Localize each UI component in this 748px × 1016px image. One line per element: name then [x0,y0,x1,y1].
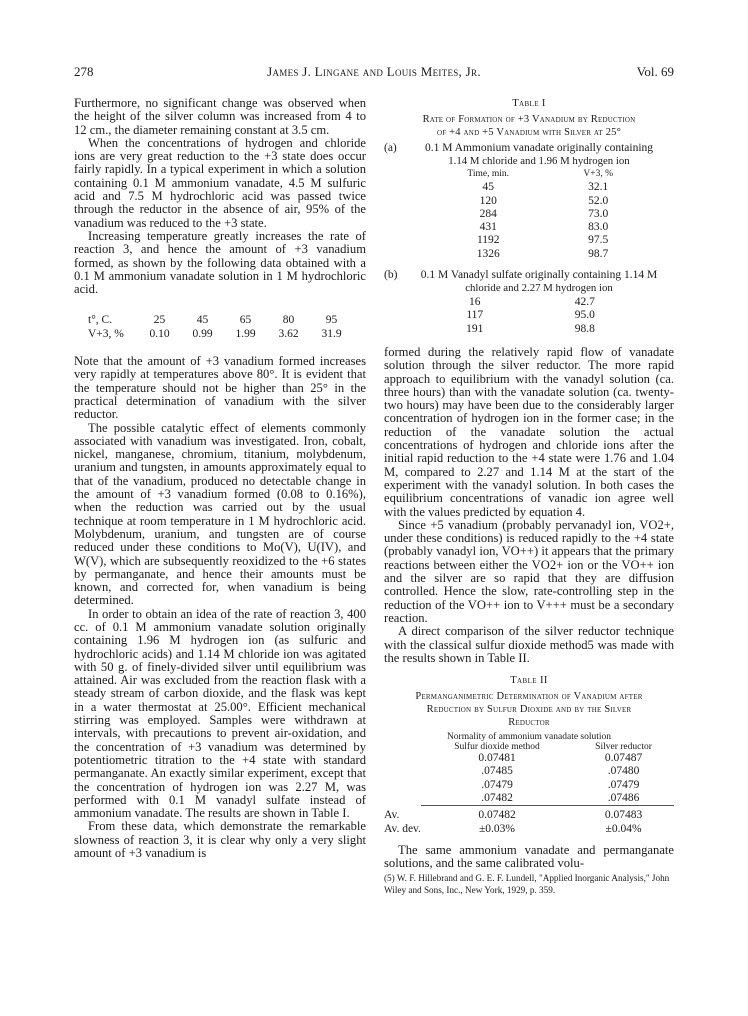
table-header-row [384,742,674,752]
paragraph: Note that the amount of +3 vanadium formed increases very rapidly at temperatures above 80°. It is evident that the temperature should not be higher than 25° in the practical determination of vanadium with the silver reductor. [74,354,366,422]
table-row [384,792,674,806]
section-label: (a) [384,142,397,154]
table-cell: .07485 [481,765,513,778]
table-cell: 97.5 [588,234,609,247]
paragraph: Since +5 vanadium (probably pervanadyl ion, VO2+, under these conditions) is reduced rapidly to the +4 state (probably vanadyl ion, VO++) it appears that the primary reactions between either the VO2+ ion or the VO++ ion and the silver are so rapid that they are diffusion controlled. Hence the slow, rate-controlling step in the reduction of the VO++ ion to V+++ must be a secondary reaction. [384,517,674,625]
table-2-body [384,732,674,836]
running-title: James J. Lingane and Louis Meites, Jr. [267,64,481,79]
table-cell: .07482 [481,791,513,804]
table-row [424,323,644,336]
table-row [384,765,674,778]
table-cell: ±0.04% [605,822,642,835]
column-group-header: Normality of ammonium vanadate solution [446,732,612,743]
page-number: 278 [74,64,94,79]
section-text: chloride and 2.27 M hydrogen ion [465,281,613,294]
table-row [424,221,644,234]
table-cell: 431 [479,221,497,234]
table-cell: 42.7 [574,296,595,309]
table-cell: 95 [325,314,338,327]
table-row [424,248,644,261]
table-row [384,779,674,792]
table-title: of +4 and +5 Vanadium with Silver at 25° [436,127,621,138]
footnote: (5) W. F. Hillebrand and G. E. F. Lundell, "Applied Inorganic Analysis," John Wiley and Sons, Inc., New York, 1929, p. 359. [384,873,670,895]
paragraph: The same ammonium vanadate and permanganate solutions, and the same calibrated volu- [384,842,674,871]
table-row [424,208,644,221]
table-cell: 98.7 [588,247,609,260]
table-row [424,234,644,247]
table-1b [424,296,644,336]
table-row [424,181,644,194]
paragraph: Increasing temperature greatly increases the rate of reaction 3, and hence the amount of +3 vanadium formed, as shown by the following data obtained with a 0.1 M ammonium vanadate solution in 1 M hydrochloric acid. [74,228,366,297]
table-cell: 1326 [476,247,500,260]
section-a-heading [384,142,674,167]
table-cell: 191 [466,322,484,335]
paragraph: Furthermore, no significant change was observed when the height of the silver column was increased from 4 to 12 cm., the diameter remaining constant at 3.5 cm. [74,96,366,137]
table-cell: 1192 [476,234,500,247]
table-cell: 52.0 [588,194,609,207]
temperature-table [88,314,353,341]
table-label: Table I [512,98,546,109]
paragraph: In order to obtain an idea of the rate of reaction 3, 400 cc. of 0.1 M ammonium vanadate solution originally containing 1.96 M hydrogen ion (as sulfuric and hydrochloric acids) and 1.14 M chloride ion was agitated with 50 g. of finely-divided silver until equilibrium was attained. Air was excluded from the reaction flask with a steady stream of carbon dioxide, and the flask was kept in a water thermostat at 25.00°. Efficient mechanical stirring was employed. Samples were withdrawn at intervals, with precautions to prevent air-oxidation, and the concentration of +3 vanadium was determined by potentiometric titration to the +4 state with standard permanganate. An exactly similar experiment, except that the concentration of hydrogen ion was 2.27 M, was performed with 0.1 M vanadyl sulfate instead of ammonium vanadate. The results are shown in Table I. [74,606,366,821]
table-cell: 73.0 [588,207,609,220]
table-cell: 1.99 [235,327,256,340]
paragraph: When the concentrations of hydrogen and chloride ions are very great reduction to the +3 state does occur fairly rapidly. In a typical experiment in which a solution containing 0.1 M ammonium vanadate, 4.5 M sulfuric acid and 7.5 M hydrochloric acid was passed twice through the reductor in the absence of air, 95% of the vanadium was reduced to the +3 state. [74,135,366,230]
table-cell: .07486 [607,791,640,804]
paragraph: formed during the relatively rapid flow of vanadate solution through the silver reductor. The more rapid approach to equilibrium with the vanadyl solution (ca. three hours) than with the vanadate solution (ca. twenty-two hours) may have been due to the considerably larger concentration of hydrogen ion in the former case; in the reduction of the vanadate solution the actual concentrations of hydrogen and chloride ions after the initial rapid reduction to the +4 state were 1.76 and 1.04 M, compared to 2.27 and 1.14 M at the start of the experiment with the vanadyl solution. In both cases the equilibrium concentrations of vanadic ion agree well with the values predicted by equation 4. [384,344,674,519]
table-cell: 0.07483 [573,806,674,823]
volume-number: Vol. 69 [636,64,674,79]
paragraph: The possible catalytic effect of elements commonly associated with vanadium was investigated. Iron, cobalt, nickel, manganese, chromium, titanium, molybdenum, uranium and tungsten, in amounts approximately equal to that of the vanadium, produced no detectable change in the amount of +3 vanadium formed (0.08 to 0.16%), when the reduction was carried out by the usual technique at room temperature in 1 M hydrochloric acid. Molybdenum, uranium, and tungsten are of course reduced under these conditions to Mo(V), U(IV), and W(V), which are subsequently reoxidized to the +6 states by permanganate, and hence their amounts must be known, and corrected for, when vanadium is being determined. [74,420,366,608]
table-1 [384,97,674,336]
table-row [88,314,353,327]
table-2 [384,674,674,836]
table-cell: 80 [282,314,295,327]
column-header: Silver reductor [595,742,652,753]
table-cell: 95.0 [574,309,595,322]
table-title: Rate of Formation of +3 Vanadium by Reduction [422,114,636,125]
column-header: Sulfur dioxide method [454,742,540,753]
row-label: t°, C. [88,314,113,327]
table-cell: 83.0 [588,221,609,234]
table-cell: 3.62 [278,327,299,340]
section-label: (b) [384,269,398,282]
row-label: Av. [384,809,400,822]
table-cell: 45 [482,181,494,194]
table-cell: 31.9 [321,327,342,340]
table-cell: 98.8 [574,322,595,335]
table-header-row [384,732,674,742]
table-cell: 284 [479,207,497,220]
table-row [424,296,644,309]
running-header [74,64,674,82]
table-cell: 0.99 [192,327,213,340]
section-text: 0.1 M Vanadyl sulfate originally containing 1.14 M [420,269,658,282]
table-title: Reductor [508,717,550,729]
table-cell: 0.07487 [604,752,643,765]
table-row [88,328,353,341]
table-title: Reduction by Sulfur Dioxide and by the Silver [426,704,632,716]
table-header-row [424,168,644,181]
table-1a [424,168,644,261]
table-cell: 25 [153,314,166,327]
table-cell: 117 [466,309,484,322]
table-cell: .07480 [607,765,640,778]
table-cell: 65 [239,314,252,327]
table-cell: 32.1 [588,181,609,194]
left-column [74,97,366,860]
right-column [384,97,674,896]
table-row [384,752,674,765]
table-cell: .07479 [481,778,513,791]
table-row [384,806,674,823]
table-cell: .07479 [607,778,640,791]
table-cell: ±0.03% [478,822,516,835]
table-cell: 16 [469,296,481,309]
column-header: Time, min. [467,169,510,179]
row-label: Av. dev. [384,822,421,835]
paragraph: A direct comparison of the silver reductor technique with the classical sulfur dioxide method5 was made with the results shown in Table II. [384,624,674,665]
table-cell: 0.07481 [478,752,516,765]
table-label: Table II [510,675,548,687]
section-b-heading [384,269,674,294]
row-label: V+3, % [88,327,124,340]
table-row [424,309,644,322]
section-text: 1.14 M chloride and 1.96 M hydrogen ion [448,154,630,167]
table-row [424,195,644,208]
paragraph: From these data, which demonstrate the remarkable slowness of reaction 3, it is clear why only a very slight amount of +3 vanadium is [74,819,366,861]
table-cell: 0.07482 [421,806,573,823]
column-header: V+3, % [583,169,614,179]
section-text: 0.1 M Ammonium vanadate originally containing [424,142,654,154]
table-row [384,823,674,836]
table-cell: 120 [479,194,497,207]
table-title: Permanganimetric Determination of Vanadium after [415,691,643,703]
table-cell: 45 [196,314,209,327]
table-cell: 0.10 [149,327,170,340]
